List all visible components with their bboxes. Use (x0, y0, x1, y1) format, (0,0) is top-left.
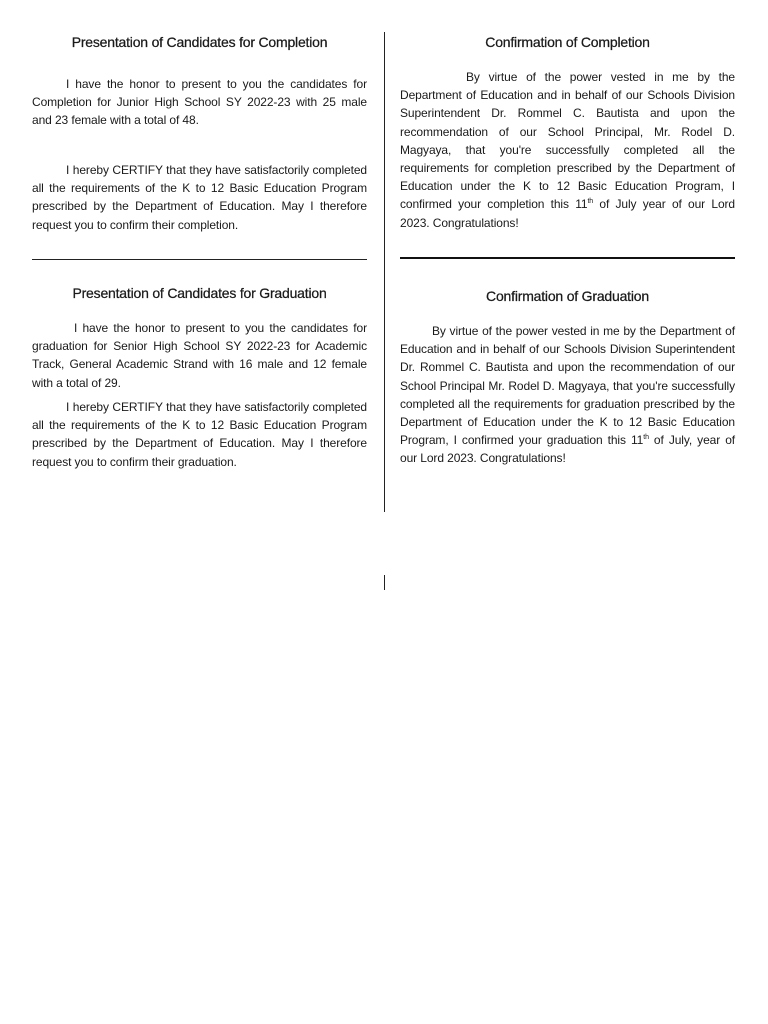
confirmation-graduation-paragraph (400, 322, 735, 468)
confirmation-completion-paragraph (400, 68, 735, 232)
ordinal-suffix: th (587, 198, 594, 206)
confirmation-graduation-title: Confirmation of Graduation (486, 288, 649, 304)
presentation-completion-paragraph-1: I have the honor to present to you the candidates for Completion for Junior High School SY 2022-23 with 25 male and 23 female with a total of 48. (32, 77, 367, 128)
ordinal-suffix: th (643, 434, 649, 442)
presentation-completion-paragraph-2: I hereby CERTIFY that they have satisfactorily completed all the requirements of the K to 12 Basic Education Program prescribed by the Department of Education. May I therefore request you to confirm their completion. (32, 163, 367, 232)
vertical-divider-short (384, 575, 385, 590)
presentation-graduation-title: Presentation of Candidates for Graduation (72, 285, 327, 301)
horizontal-divider-left (32, 259, 367, 260)
presentation-graduation-paragraph-2: I hereby CERTIFY that they have satisfactorily completed all the requirements of the K to 12 Basic Education Program prescribed by the Department of Education. May I therefore request you to confirm their graduation. (32, 400, 367, 469)
confirmation-graduation-text-end: of July, year of our Lord 2023. Congratulations! (400, 433, 736, 466)
horizontal-divider-right (400, 257, 735, 259)
confirmation-completion-text: By virtue of the power vested in me by the Department of Education and in behalf of our Schools Division Superintendent Dr. Rommel C. Bautista and upon the recommendation of our School Principal, Mr. Rodel D. Magyaya, that you're successfully completed all the requirements for completion prescribed by the Department of Education under the K to 12 Basic Education Program, I confirmed your completion this 11 (400, 70, 735, 212)
confirmation-graduation-text: By virtue of the power vested in me by the Department of Education and in behalf of our Schools Division Superintendent Dr. Rommel C. Bautista and upon the recommendation of our School Principal Mr. Rodel D. Magyaya, that you're successfully completed all the requirements for graduation prescribed by the Department of Education under the K to 12 Basic Education Program, I confirmed your graduation this 11 (400, 324, 735, 448)
vertical-divider (384, 32, 385, 512)
confirmation-completion-text-end: of July year of our Lord 2023. Congratulations! (400, 197, 735, 230)
presentation-graduation-paragraph-1: I have the honor to present to you the candidates for graduation for Senior High School SY 2022-23 for Academic Track, General Academic Strand with 16 male and 12 female with a total of 29. (32, 321, 367, 390)
confirmation-completion-title: Confirmation of Completion (485, 34, 650, 50)
presentation-completion-title: Presentation of Candidates for Completion (71, 34, 328, 50)
